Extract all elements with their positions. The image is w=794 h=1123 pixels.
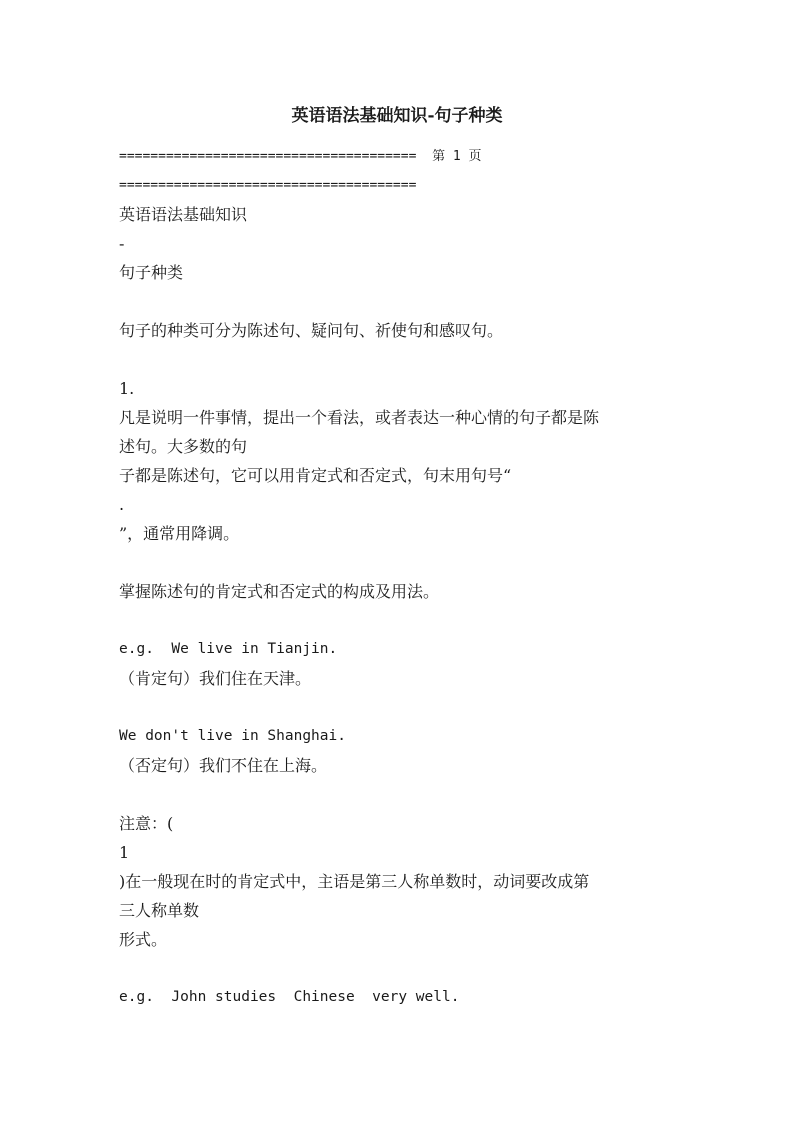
page-separator-bottom: ====================================== bbox=[119, 178, 417, 193]
document-body bbox=[119, 142, 679, 1012]
document-title: 英语语法基础知识-句子种类 bbox=[291, 106, 503, 126]
note-number: 1 bbox=[119, 843, 130, 862]
item-number: 1. bbox=[119, 379, 135, 398]
heading-part-1: 英语语法基础知识 bbox=[119, 205, 248, 224]
note-text-line: 形式。 bbox=[119, 930, 168, 949]
example-english: e.g. John studies Chinese very well. bbox=[119, 989, 460, 1005]
heading-part-2: 句子种类 bbox=[119, 263, 184, 282]
blank-line bbox=[119, 606, 679, 635]
item-text-line: . bbox=[119, 495, 125, 514]
master-note: 掌握陈述句的肯定式和否定式的构成及用法。 bbox=[119, 582, 440, 601]
example-chinese: （否定句）我们不住在上海。 bbox=[119, 756, 328, 775]
intro-paragraph: 句子的种类可分为陈述句、疑问句、祈使句和感叹句。 bbox=[119, 321, 504, 340]
page-separator-top: ====================================== 第 1 页 bbox=[119, 149, 482, 164]
note-text-line: 三人称单数 bbox=[119, 901, 200, 920]
note-text-line: )在一般现在时的肯定式中，主语是第三人称单数时，动词要改成第 bbox=[119, 872, 590, 891]
blank-line bbox=[119, 287, 679, 316]
blank-line bbox=[119, 693, 679, 722]
item-text-line: 述句。大多数的句 bbox=[119, 437, 248, 456]
blank-line bbox=[119, 548, 679, 577]
heading-dash: - bbox=[119, 234, 125, 253]
example-english: e.g. We live in Tianjin. bbox=[119, 641, 338, 657]
note-label: 注意：( bbox=[119, 814, 174, 833]
blank-line bbox=[119, 780, 679, 809]
blank-line bbox=[119, 954, 679, 983]
example-english: We don't live in Shanghai. bbox=[119, 728, 346, 744]
item-text-line: 子都是陈述句，它可以用肯定式和否定式，句末用句号“ bbox=[119, 466, 512, 485]
blank-line bbox=[119, 345, 679, 374]
item-text-line: ”，通常用降调。 bbox=[119, 524, 240, 543]
item-text-line: 凡是说明一件事情，提出一个看法，或者表达一种心情的句子都是陈 bbox=[119, 408, 600, 427]
example-chinese: （肯定句）我们住在天津。 bbox=[119, 669, 312, 688]
